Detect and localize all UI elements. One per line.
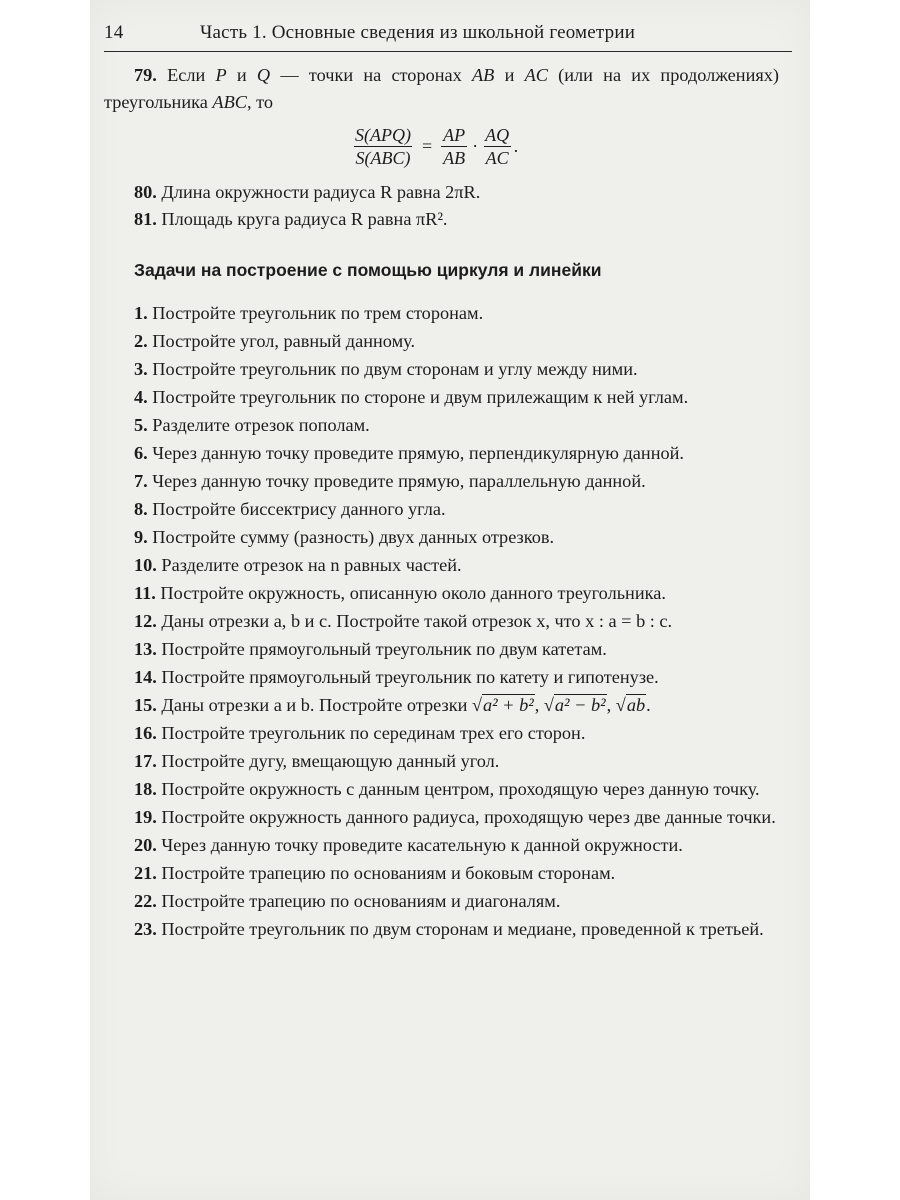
task-item: 21. Постройте трапецию по основаниям и боковым сторонам. [134,863,616,883]
task-item: 14. Постройте прямоугольный треугольник по катету и гипотенузе. [134,667,659,687]
task-item: 17. Постройте дугу, вмещающую данный угол. [134,751,500,771]
fact-81: 81. Площадь круга радиуса R равна πR². [134,209,448,229]
fact-80: 80. Длина окружности радиуса R равна 2πR. [134,182,481,202]
header-rule [104,51,792,52]
task-item: 9. Постройте сумму (разность) двух данных отрезков. [134,527,555,547]
task-item: 2. Постройте угол, равный данному. [134,331,416,351]
task-item: 19. Постройте окружность данного радиуса, проходящую через две данные точки. [134,807,776,827]
fraction-ap-ab: $\frac{AP}{AB}$ [443,125,466,168]
sqrt-sum: √a² + b² [471,695,534,715]
task-item: 12. Даны отрезки a, b и c. Постройте такой отрезок x, что x : a = b : c. [134,611,673,631]
task-item: 7. Через данную точку проведите прямую, параллельную данной. [134,471,646,491]
fraction-aq-ac: $\frac{AQ}{AC}$ [485,125,510,168]
task-item: 5. Разделите отрезок пополам. [134,415,370,435]
task-item: 8. Постройте биссектрису данного угла. [134,499,446,519]
task-item: 10. Разделите отрезок на n равных частей. [134,555,462,575]
chapter-title: Часть 1. Основные сведения из школьной геометрии [200,22,636,43]
task-item: 18. Постройте окружность с данным центром, проходящую через данную точку. [134,779,760,799]
task-item: 6. Через данную точку проведите прямую, перпендикулярную данной. [134,443,684,463]
section-heading: Задачи на построение с помощью циркуля и линейки [134,260,602,280]
sqrt-product: √ab [615,695,646,715]
task-item: 13. Постройте прямоугольный треугольник по двум катетам. [134,639,607,659]
task-item: 4. Постройте треугольник по стороне и двум прилежащим к ней углам. [134,387,689,407]
task-list [104,300,779,943]
page-body [104,62,779,944]
sqrt-diff: √a² − b² [543,695,606,715]
task-item: 23. Постройте треугольник по двум сторонам и медиане, проведенной к третьей. [134,919,764,939]
area-ratio-formula: $\frac{\text{S(APQ)}}{\text{S(ABC)}}$ = $\frac{AP}{AB}$ · $\frac{AQ}{AC}$ . [355,125,519,168]
task-item: 16. Постройте треугольник по серединам трех его сторон. [134,723,586,743]
task-item: 3. Постройте треугольник по двум сторонам и углу между ними. [134,359,638,379]
task-item: 1. Постройте треугольник по трем сторонам. [134,303,484,323]
task-item: 15. Даны отрезки a и b. Постройте отрезки √a² + b², √a² − b², √ab. [134,695,651,715]
page-number: 14 [104,22,124,43]
fraction-area: $\frac{\text{S(APQ)}}{\text{S(ABC)}}$ [355,125,411,168]
task-item: 20. Через данную точку проведите касательную к данной окружности. [134,835,683,855]
task-item: 22. Постройте трапецию по основаниям и диагоналям. [134,891,561,911]
task-item: 11. Постройте окружность, описанную около данного треугольника. [134,583,666,603]
running-header [104,22,794,44]
fact-79: 79. Если P и Q — точки на сторонах AB и AC (или на их продолжениях) треугольника ABC, то [104,65,780,112]
